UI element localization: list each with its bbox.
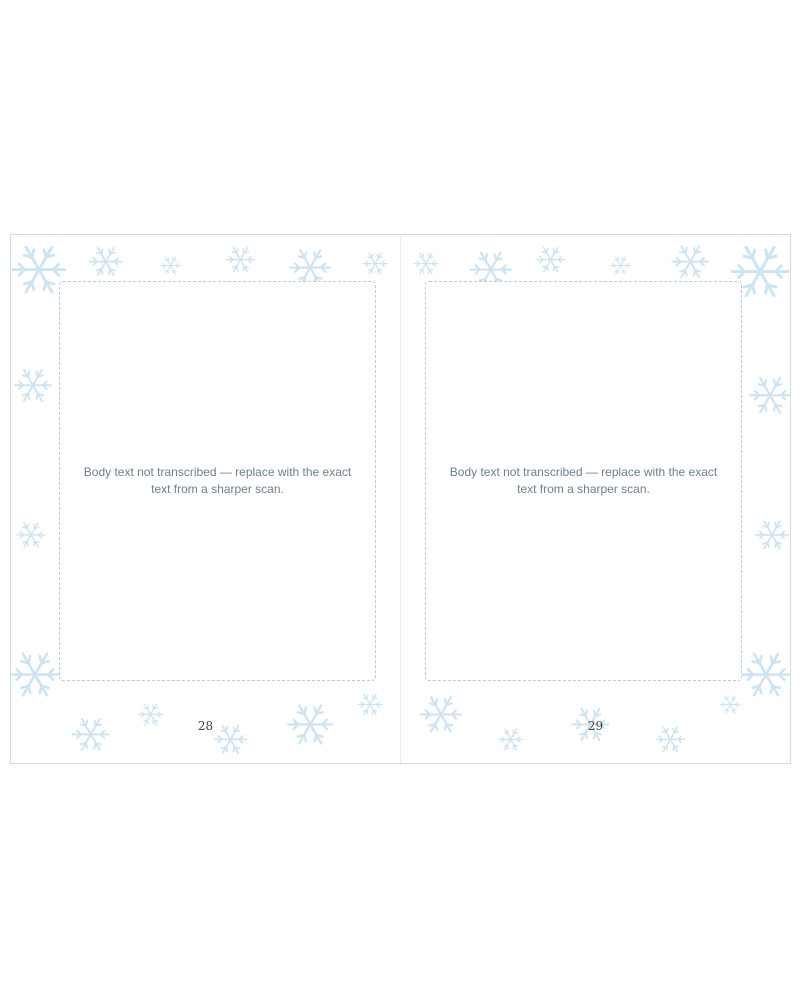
snowflake-icon — [750, 378, 790, 413]
snowflake-icon — [672, 246, 708, 277]
left-page-text-block — [59, 281, 376, 681]
snowflake-icon — [537, 248, 565, 272]
snowflake-icon — [742, 654, 790, 695]
right-page-number: 29 — [587, 719, 604, 733]
snowflake-icon — [756, 521, 788, 549]
left-page — [11, 235, 401, 763]
snowflake-icon — [90, 248, 122, 276]
snowflake-icon — [226, 248, 254, 272]
left-page-number: 28 — [197, 719, 214, 733]
right-page-text-placeholder: Body text not transcribed — replace with the exact text from a sharper scan. — [449, 465, 718, 496]
snowflake-icon — [161, 257, 181, 274]
snowflake-icon — [11, 654, 59, 695]
snowflake-icon — [13, 247, 65, 292]
snowflake-icon — [15, 370, 51, 401]
snowflake-icon — [414, 253, 438, 274]
right-page — [401, 235, 790, 763]
right-page-text-block — [425, 281, 742, 681]
snowflake-icon — [290, 250, 330, 285]
left-page-text-placeholder: Body text not transcribed — replace with the exact text from a sharper scan. — [83, 465, 352, 496]
snowflake-icon — [610, 257, 630, 274]
book-spread — [10, 234, 791, 764]
snowflake-icon — [720, 696, 740, 713]
snowflake-icon — [358, 694, 382, 715]
snowflake-icon — [17, 523, 45, 547]
snowflake-icon — [363, 253, 387, 274]
